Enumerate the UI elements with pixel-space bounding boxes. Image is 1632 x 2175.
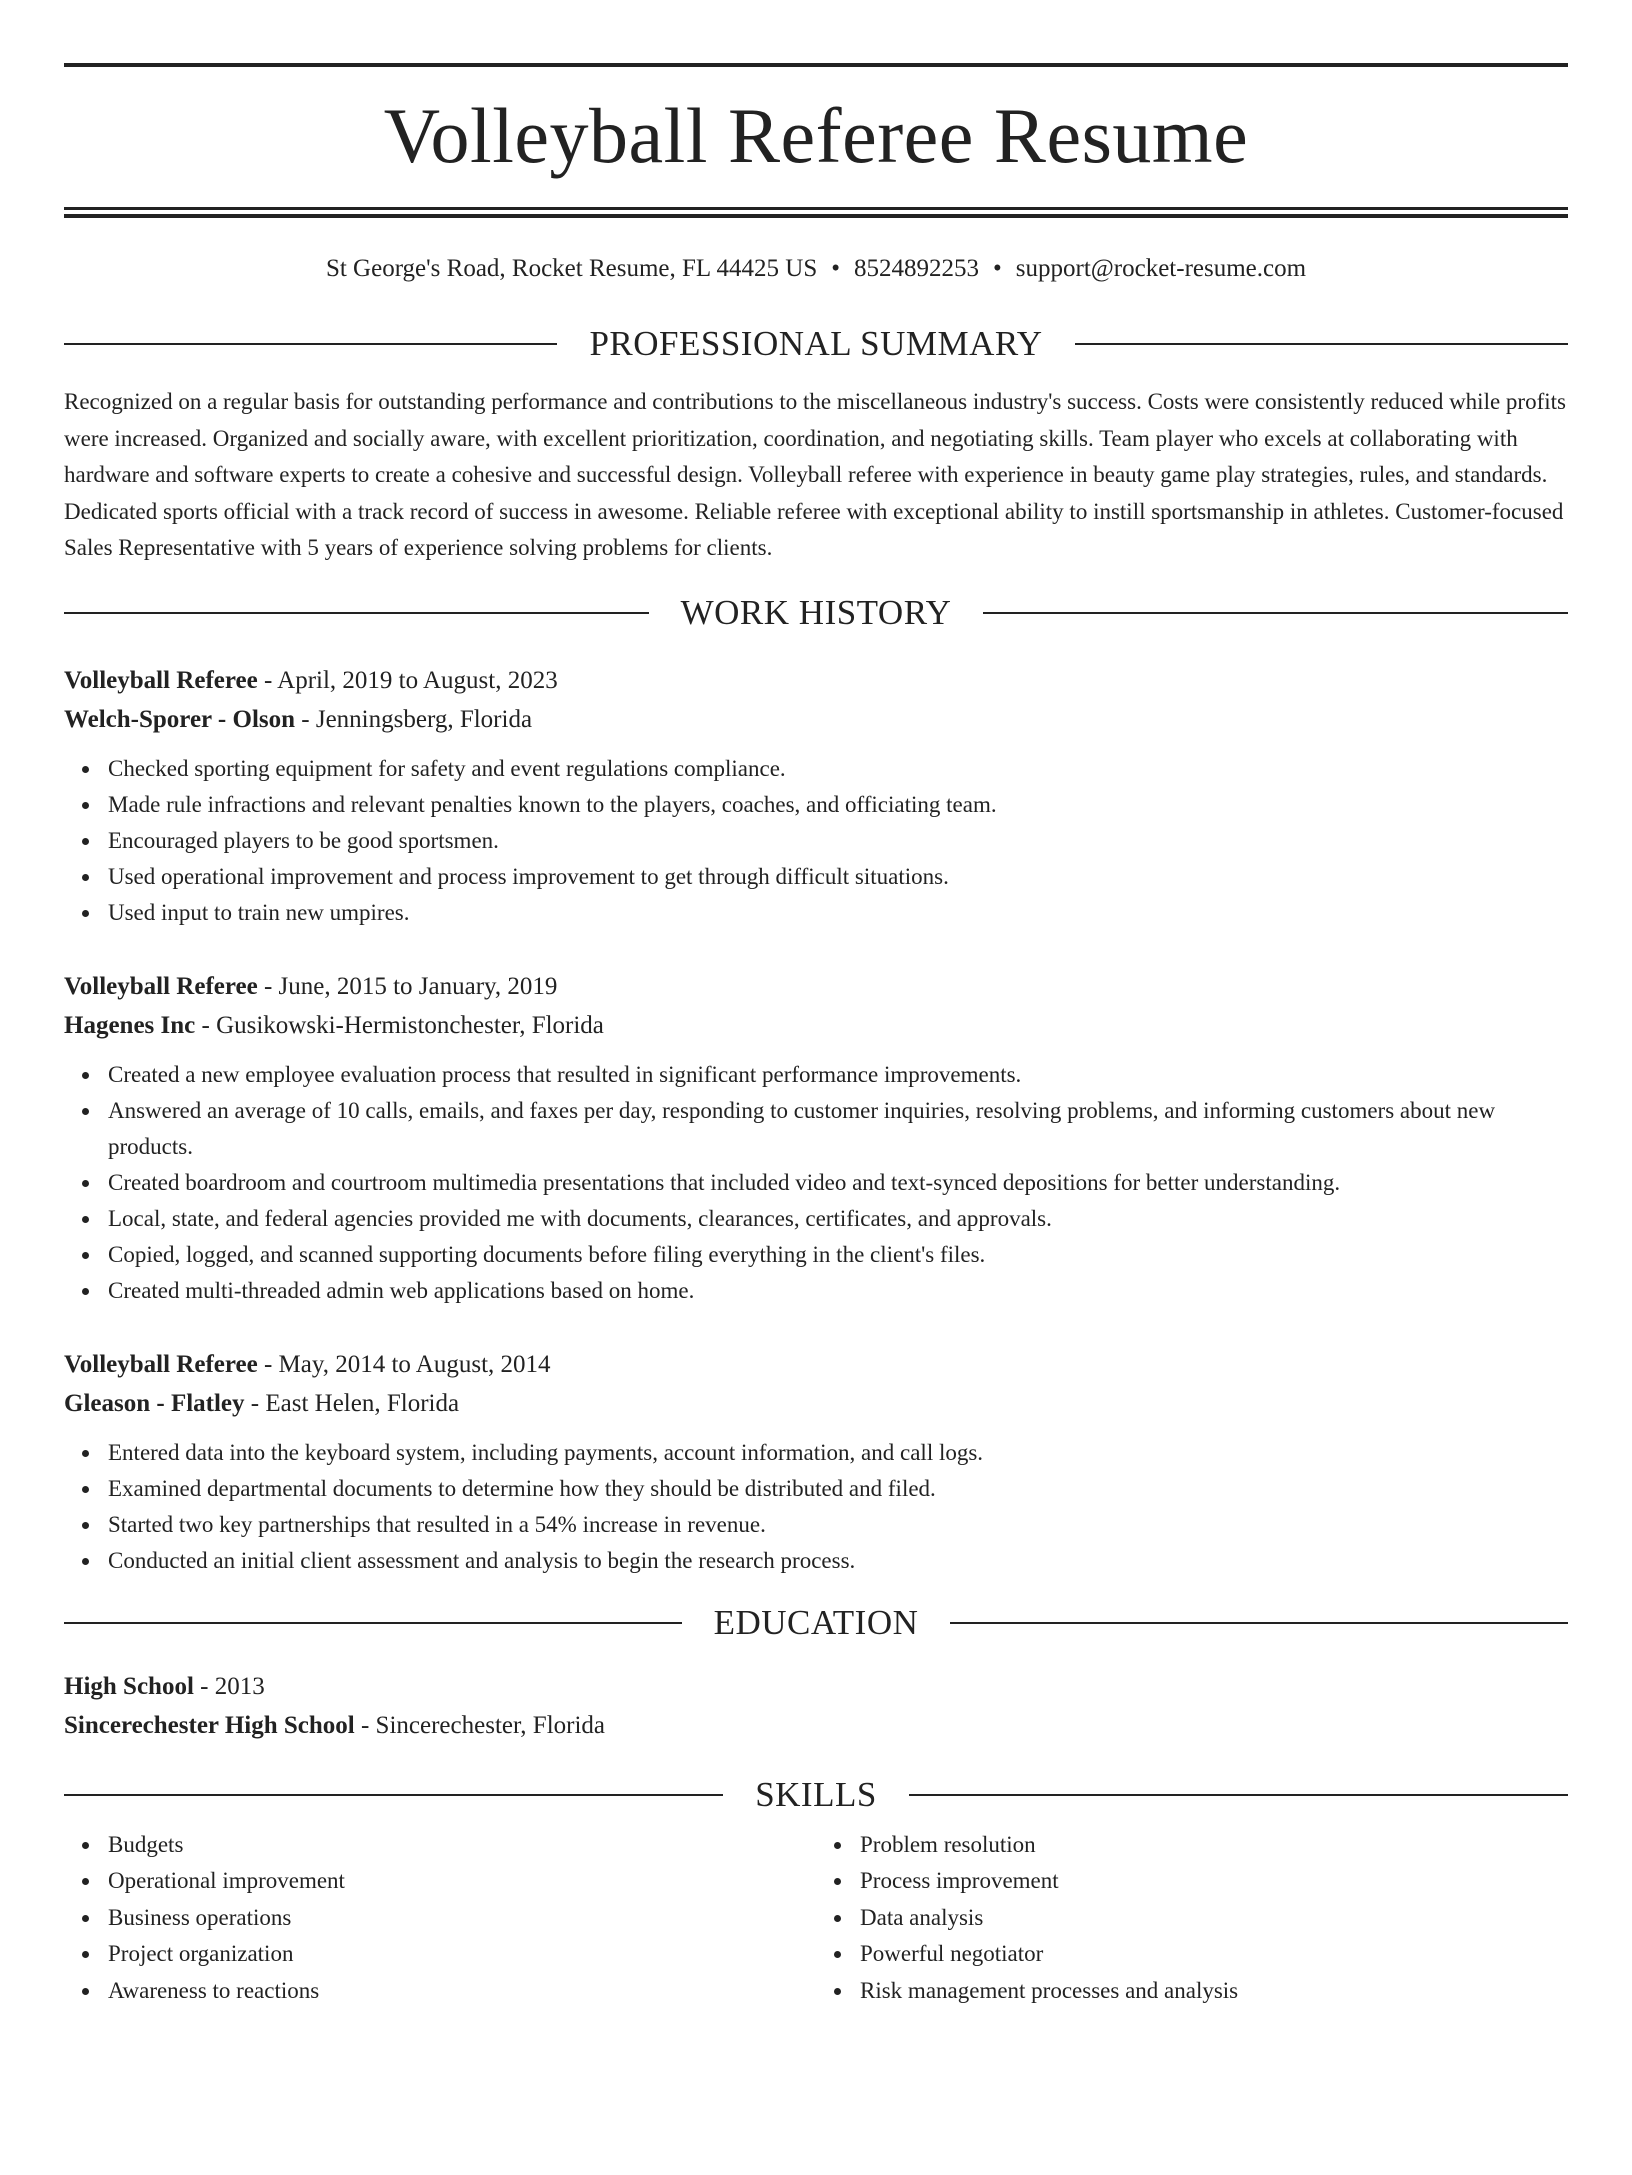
- heading-rule-left: [64, 343, 557, 345]
- job-bullet: Created a new employee evaluation process that resulted in significant performance improvements.: [108, 1057, 1568, 1093]
- summary-heading-label: PROFESSIONAL SUMMARY: [589, 324, 1043, 363]
- job-bullet: Entered data into the keyboard system, including payments, account information, and call logs.: [108, 1435, 1568, 1471]
- skills-left-column: [64, 1827, 816, 2010]
- job-bullet-list: [64, 751, 1568, 931]
- job-company: Welch-Sporer - Olson: [64, 705, 296, 733]
- job-bullet: Conducted an initial client assessment and analysis to begin the research process.: [108, 1543, 1568, 1579]
- education-degree-line: [64, 1667, 1568, 1706]
- heading-rule-left: [64, 612, 649, 614]
- education-year: - 2013: [193, 1672, 265, 1700]
- skills-right-column: [816, 1827, 1568, 2010]
- header-double-rule: [64, 207, 1568, 218]
- job-location: - East Helen, Florida: [244, 1389, 460, 1417]
- job-company: Hagenes Inc: [64, 1011, 196, 1039]
- heading-rule-right: [950, 1622, 1568, 1624]
- job-bullet: Created boardroom and courtroom multimedia presentations that included video and text-synced depositions for better understanding.: [108, 1165, 1568, 1201]
- education-school-line: [64, 1706, 1568, 1745]
- job-bullet: Started two key partnerships that resulted in a 54% increase in revenue.: [108, 1507, 1568, 1543]
- summary-section-heading: [64, 324, 1568, 364]
- contact-email: support@rocket-resume.com: [1015, 255, 1307, 282]
- job-bullet: Encouraged players to be good sportsmen.: [108, 823, 1568, 859]
- skills-heading-label: SKILLS: [755, 1774, 877, 1814]
- work-section-heading: [64, 593, 1568, 633]
- job-bullet: Examined departmental documents to determine how they should be distributed and filed.: [108, 1471, 1568, 1507]
- skill-item: Process improvement: [860, 1863, 1568, 1900]
- education-location: - Sincerechester, Florida: [354, 1711, 606, 1739]
- skill-item: Data analysis: [860, 1900, 1568, 1937]
- header-top-rule: [64, 63, 1568, 67]
- education-section-heading: [64, 1603, 1568, 1643]
- work-heading-label: WORK HISTORY: [680, 592, 952, 632]
- education-school: Sincerechester High School: [64, 1711, 355, 1739]
- skills-columns: [64, 1827, 1568, 2010]
- job-title-line: [64, 661, 1568, 700]
- job-bullet: Made rule infractions and relevant penalties known to the players, coaches, and officiating team.: [108, 787, 1568, 823]
- job-bullet: Checked sporting equipment for safety and event regulations compliance.: [108, 751, 1568, 787]
- job-dates: - June, 2015 to January, 2019: [257, 972, 558, 1000]
- job-entry: [64, 661, 1568, 931]
- job-title: Volleyball Referee: [64, 666, 258, 694]
- job-dates: - May, 2014 to August, 2014: [257, 1350, 551, 1378]
- job-bullet: Copied, logged, and scanned supporting documents before filing everything in the client's files.: [108, 1237, 1568, 1273]
- job-title-line: [64, 1345, 1568, 1384]
- job-company-line: [64, 700, 1568, 739]
- skill-item: Powerful negotiator: [860, 1936, 1568, 1973]
- job-bullet: Local, state, and federal agencies provided me with documents, clearances, certificates, and approvals.: [108, 1201, 1568, 1237]
- heading-rule-right: [983, 612, 1568, 614]
- skill-item: Problem resolution: [860, 1827, 1568, 1864]
- education-degree: High School: [64, 1672, 194, 1700]
- job-location: - Jenningsberg, Florida: [295, 705, 533, 733]
- contact-line: [64, 254, 1568, 284]
- heading-rule-left: [64, 1794, 723, 1796]
- education-heading-label: EDUCATION: [713, 1602, 919, 1642]
- job-title: Volleyball Referee: [64, 1350, 258, 1378]
- skill-item: Budgets: [108, 1827, 816, 1864]
- heading-rule-left: [64, 1622, 682, 1624]
- job-company-line: [64, 1384, 1568, 1423]
- job-bullet: Used input to train new umpires.: [108, 895, 1568, 931]
- job-location: - Gusikowski-Hermistonchester, Florida: [195, 1011, 604, 1039]
- summary-paragraph: Recognized on a regular basis for outstanding performance and contributions to the miscellaneous industry's success. Costs were consistently reduced while profits were increased. Organized and socially aware, with excellent prioritization, coordination, and negotiating skills. Team player who excels at collaborating with hardware and software experts to create a cohesive and successful design. Volleyball referee with experience in beauty game play strategies, rules, and standards. Dedicated sports official with a track record of success in awesome. Reliable referee with exceptional ability to instill sportsmanship in athletes. Customer-focused Sales Representative with 5 years of experience solving problems for clients.: [64, 389, 1566, 560]
- resume-title: Volleyball Referee Resume: [383, 92, 1249, 179]
- skill-item: Risk management processes and analysis: [860, 1973, 1568, 2010]
- skill-item: Project organization: [108, 1936, 816, 1973]
- contact-separator: •: [831, 255, 840, 282]
- skills-section-heading: [64, 1775, 1568, 1815]
- contact-phone: 8524892253: [854, 255, 979, 282]
- job-entry: [64, 967, 1568, 1309]
- contact-separator: •: [993, 255, 1002, 282]
- contact-address: St George's Road, Rocket Resume, FL 44425 US: [325, 255, 818, 282]
- job-title: Volleyball Referee: [64, 972, 258, 1000]
- heading-rule-right: [909, 1794, 1568, 1796]
- skill-item: Operational improvement: [108, 1863, 816, 1900]
- job-bullet-list: [64, 1435, 1568, 1579]
- job-title-line: [64, 967, 1568, 1006]
- job-entry: [64, 1345, 1568, 1579]
- education-entry: [64, 1667, 1568, 1745]
- resume-page: [0, 63, 1632, 2175]
- skill-item: Business operations: [108, 1900, 816, 1937]
- job-bullet-list: [64, 1057, 1568, 1309]
- skill-item: Awareness to reactions: [108, 1973, 816, 2010]
- job-company: Gleason - Flatley: [64, 1389, 245, 1417]
- job-bullet: Answered an average of 10 calls, emails, and faxes per day, responding to customer inquiries, resolving problems, and informing customers about new products.: [108, 1093, 1568, 1165]
- job-bullet: Created multi-threaded admin web applications based on home.: [108, 1273, 1568, 1309]
- job-dates: - April, 2019 to August, 2023: [257, 666, 558, 694]
- heading-rule-right: [1075, 343, 1568, 345]
- job-company-line: [64, 1006, 1568, 1045]
- job-bullet: Used operational improvement and process improvement to get through difficult situations.: [108, 859, 1568, 895]
